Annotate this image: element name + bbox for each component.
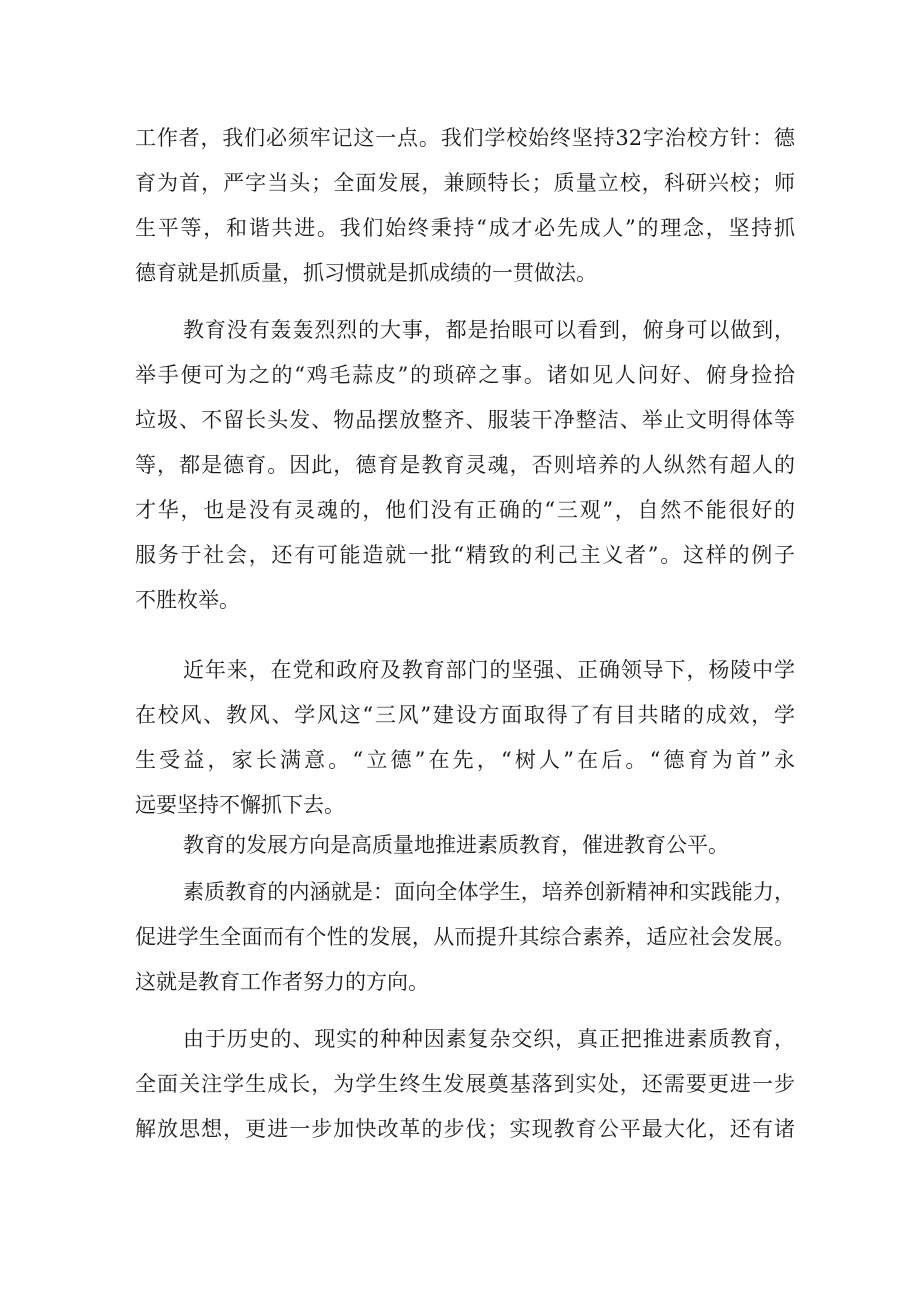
text-line: 促进学生全面而有个性的发展，从而提升其综合素养，适应社会发展。 (135, 925, 795, 949)
text-line: 工作者，我们必须牢记这一点。我们学校始终坚持32字治校方针：德 (135, 126, 795, 150)
text-line: 生平等，和谐共进。我们始终秉持“成才必先成人”的理念，坚持抓 (135, 216, 795, 240)
text-line: 素质教育的内涵就是：面向全体学生，培养创新精神和实践能力， (183, 880, 795, 904)
text-line: 垃圾、不留长头发、物品摆放整齐、服装干净整洁、举止文明得体等 (135, 408, 795, 432)
text-line: 近年来，在党和政府及教育部门的坚强、正确领导下，杨陵中学 (183, 658, 795, 682)
text-line: 服务于社会，还有可能造就一批“精致的利己主义者”。这样的例子 (135, 543, 795, 567)
text-line: 德育就是抓质量，抓习惯就是抓成绩的一贯做法。 (135, 261, 597, 285)
text-line: 等，都是德育。因此，德育是教育灵魂，否则培养的人纵然有超人的 (135, 453, 795, 477)
text-line: 教育的发展方向是高质量地推进素质教育，催进教育公平。 (183, 833, 729, 857)
text-line: 才华，也是没有灵魂的，他们没有正确的“三观”，自然不能很好的 (135, 498, 795, 522)
text-line: 解放思想，更进一步加快改革的步伐；实现教育公平最大化，还有诸 (135, 1117, 795, 1141)
text-line: 远要坚持不懈抓下去。 (135, 793, 345, 817)
text-line: 教育没有轰轰烈烈的大事，都是抬眼可以看到，俯身可以做到， (183, 318, 795, 342)
text-line: 全面关注学生成长，为学生终生发展奠基落到实处，还需要更进一步 (135, 1072, 795, 1096)
text-line: 不胜枚举。 (135, 588, 240, 612)
text-line: 育为首，严字当头；全面发展，兼顾特长；质量立校，科研兴校；师 (135, 171, 795, 195)
text-line: 生受益，家长满意。“立德”在先，“树人”在后。“德育为首”永 (135, 748, 795, 772)
text-line: 由于历史的、现实的种种因素复杂交织，真正把推进素质教育， (183, 1027, 795, 1051)
text-line: 在校风、教风、学风这“三风”建设方面取得了有目共睹的成效，学 (135, 703, 795, 727)
text-line: 举手便可为之的“鸡毛蒜皮”的琐碎之事。诸如见人问好、俯身捡拾 (135, 363, 795, 387)
text-line: 这就是教育工作者努力的方向。 (135, 970, 429, 994)
